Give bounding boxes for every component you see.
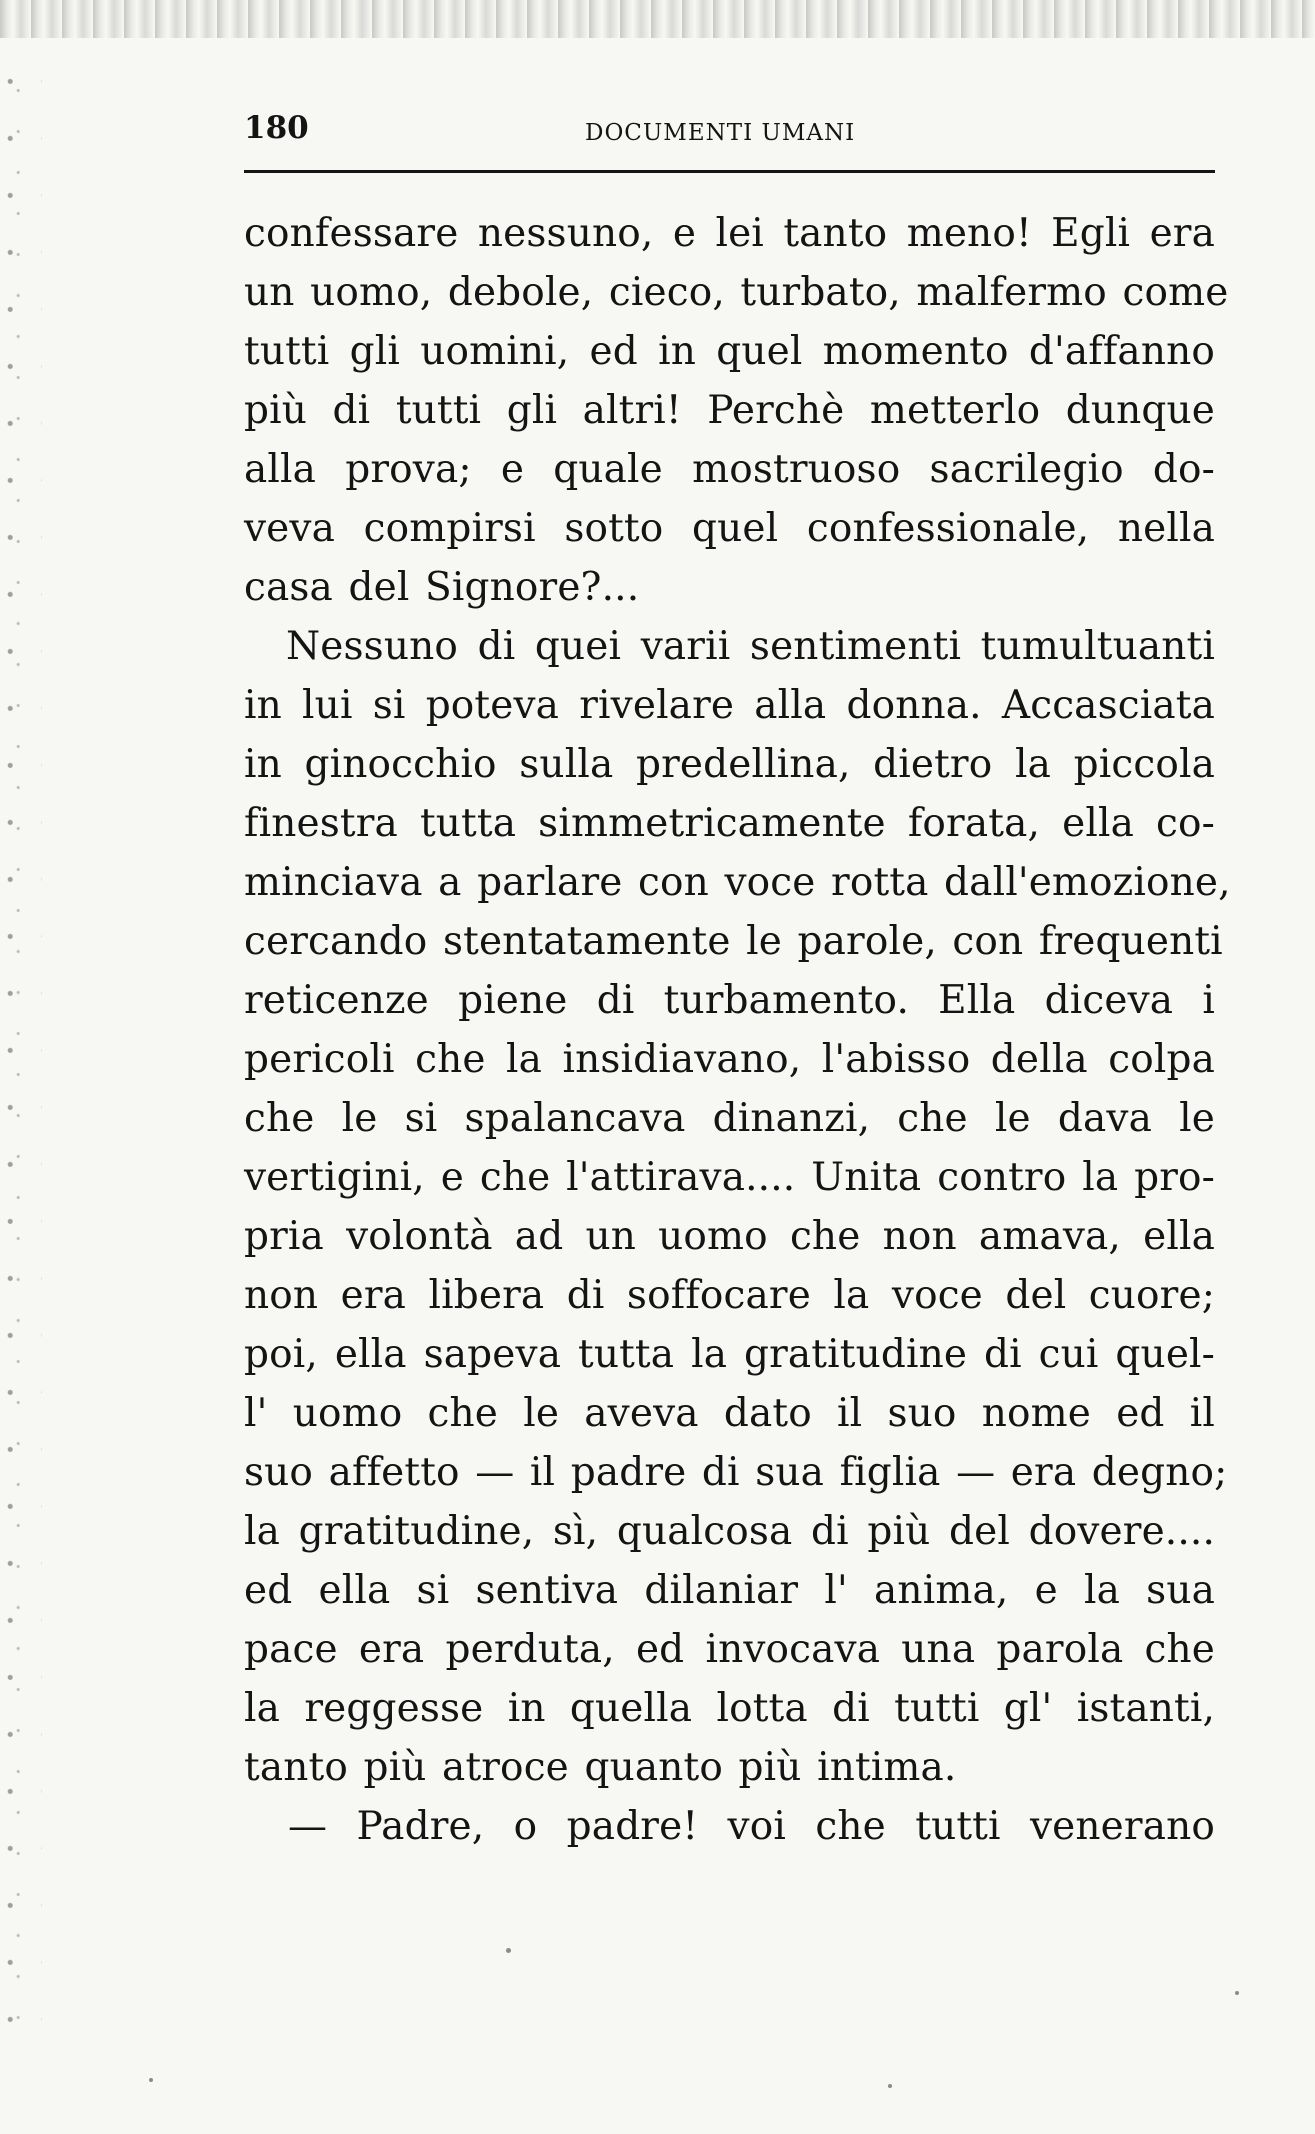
text-line-9: in lui si poteva rivelare alla donna. Accasciata — [244, 683, 1215, 728]
text-line-27: tanto più atroce quanto più intima. — [244, 1745, 957, 1790]
text-line-16: che le si spalancava dinanzi, che le dava le — [244, 1096, 1215, 1141]
text-line-21: l' uomo che le aveva dato il suo nome ed il — [244, 1391, 1215, 1436]
text-line-11: finestra tutta simmetricamente forata, ella co- — [244, 801, 1215, 846]
text-line-8: Nessuno di quei varii sentimenti tumultuanti — [286, 624, 1215, 669]
scan-speck — [1235, 1991, 1239, 1995]
text-line-20: poi, ella sapeva tutta la gratitudine di cui quel- — [244, 1332, 1215, 1377]
scan-left-noise — [0, 70, 42, 2030]
text-line-10: in ginocchio sulla predellina, dietro la piccola — [244, 742, 1215, 787]
text-line-4: più di tutti gli altri! Perchè metterlo dunque — [244, 388, 1215, 433]
text-line-14: reticenze piene di turbamento. Ella diceva i — [244, 978, 1215, 1023]
text-line-3: tutti gli uomini, ed in quel momento d'affanno — [244, 329, 1215, 374]
text-line-5: alla prova; e quale mostruoso sacrilegio do- — [244, 447, 1215, 492]
header-rule — [244, 170, 1215, 173]
running-title: DOCUMENTI UMANI — [585, 120, 856, 146]
text-line-2: un uomo, debole, cieco, turbato, malfermo come — [244, 270, 1229, 315]
text-line-18: pria volontà ad un uomo che non amava, ella — [244, 1214, 1215, 1259]
scan-speck — [888, 2084, 892, 2088]
page-number: 180 — [244, 110, 309, 146]
scan-speck — [149, 2078, 153, 2082]
text-line-26: la reggesse in quella lotta di tutti gl' istanti, — [244, 1686, 1215, 1731]
text-line-28: — Padre, o padre! voi che tutti venerano — [288, 1804, 1215, 1849]
text-line-7: casa del Signore?... — [244, 565, 640, 610]
text-line-13: cercando stentatamente le parole, con frequenti — [244, 919, 1223, 964]
text-line-17: vertigini, e che l'attirava.... Unita contro la pro- — [244, 1155, 1215, 1200]
text-line-24: ed ella si sentiva dilaniar l' anima, e la sua — [244, 1568, 1215, 1613]
scan-speck — [506, 1948, 511, 1953]
text-line-25: pace era perduta, ed invocava una parola che — [244, 1627, 1215, 1672]
text-line-6: veva compirsi sotto quel confessionale, nella — [244, 506, 1215, 551]
page-header — [244, 110, 1214, 170]
text-line-19: non era libera di soffocare la voce del cuore; — [244, 1273, 1215, 1318]
text-line-12: minciava a parlare con voce rotta dall'emozione, — [244, 860, 1231, 905]
text-line-1: confessare nessuno, e lei tanto meno! Egli era — [244, 211, 1215, 256]
scan-top-noise — [0, 0, 1315, 38]
text-line-15: pericoli che la insidiavano, l'abisso della colpa — [244, 1037, 1215, 1082]
text-line-23: la gratitudine, sì, qualcosa di più del dovere.... — [244, 1509, 1215, 1554]
text-line-22: suo affetto — il padre di sua figlia — era degno; — [244, 1450, 1228, 1495]
